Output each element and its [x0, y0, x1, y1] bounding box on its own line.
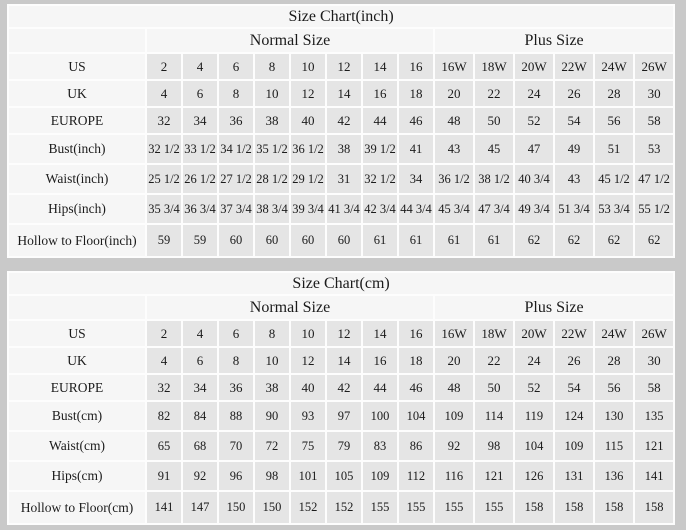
- size-cell: 42 3/4: [363, 195, 397, 223]
- size-cell: 88: [219, 402, 253, 430]
- size-cell: 158: [595, 492, 633, 523]
- size-cell: 27 1/2: [219, 165, 253, 193]
- size-cell: 93: [291, 402, 325, 430]
- size-cell: 48: [435, 108, 473, 133]
- size-cell: 4: [147, 81, 181, 106]
- size-cell: 121: [475, 462, 513, 490]
- size-cell: 40: [291, 375, 325, 400]
- size-cell: 32: [147, 375, 181, 400]
- table-row-uk: [9, 348, 673, 373]
- size-cell: 37 3/4: [219, 195, 253, 223]
- table-row-us: [9, 321, 673, 346]
- size-cell: 12: [327, 321, 361, 346]
- size-cell: 155: [399, 492, 433, 523]
- size-cell: 31: [327, 165, 361, 193]
- size-cell: 30: [635, 348, 673, 373]
- size-cell: 152: [327, 492, 361, 523]
- size-cell: 55 1/2: [635, 195, 673, 223]
- size-cell: 32: [147, 108, 181, 133]
- size-cell: 54: [555, 375, 593, 400]
- size-cell: 155: [435, 492, 473, 523]
- corner-cell: [9, 296, 145, 319]
- row-label: Waist(inch): [9, 165, 145, 193]
- size-chart-table-1: [7, 4, 675, 258]
- size-cell: 52: [515, 375, 553, 400]
- size-cell: 4: [147, 348, 181, 373]
- size-cell: 16: [363, 348, 397, 373]
- size-cell: 155: [475, 492, 513, 523]
- size-cell: 10: [255, 348, 289, 373]
- size-cell: 141: [635, 462, 673, 490]
- size-cell: 51 3/4: [555, 195, 593, 223]
- column-group-normal-size: Normal Size: [147, 296, 433, 319]
- table-row-hips-inch: [9, 195, 673, 223]
- size-cell: 2: [147, 54, 181, 79]
- size-cell: 97: [327, 402, 361, 430]
- size-cell: 14: [363, 321, 397, 346]
- size-cell: 59: [183, 225, 217, 256]
- size-charts-container: [7, 4, 686, 525]
- size-cell: 48: [435, 375, 473, 400]
- size-cell: 14: [327, 348, 361, 373]
- table-row-hollow-to-floor-inch: [9, 225, 673, 256]
- row-label: US: [9, 321, 145, 346]
- table-row-uk: [9, 81, 673, 106]
- table-row-us: [9, 54, 673, 79]
- size-cell: 20W: [515, 54, 553, 79]
- size-cell: 26: [555, 348, 593, 373]
- corner-cell: [9, 29, 145, 52]
- size-cell: 65: [147, 432, 181, 460]
- size-cell: 34: [183, 108, 217, 133]
- size-cell: 41: [399, 135, 433, 163]
- size-cell: 39 1/2: [363, 135, 397, 163]
- size-cell: 44: [363, 375, 397, 400]
- table-row-waist-inch: [9, 165, 673, 193]
- size-cell: 130: [595, 402, 633, 430]
- size-cell: 46: [399, 108, 433, 133]
- size-cell: 54: [555, 108, 593, 133]
- size-cell: 75: [291, 432, 325, 460]
- size-cell: 18W: [475, 54, 513, 79]
- size-cell: 39 3/4: [291, 195, 325, 223]
- size-cell: 4: [183, 54, 217, 79]
- size-cell: 52: [515, 108, 553, 133]
- size-cell: 61: [475, 225, 513, 256]
- size-cell: 12: [327, 54, 361, 79]
- size-cell: 41 3/4: [327, 195, 361, 223]
- size-cell: 38 1/2: [475, 165, 513, 193]
- size-cell: 24: [515, 348, 553, 373]
- size-cell: 38: [255, 108, 289, 133]
- size-cell: 30: [635, 81, 673, 106]
- row-label: US: [9, 54, 145, 79]
- size-cell: 79: [327, 432, 361, 460]
- size-cell: 10: [291, 321, 325, 346]
- size-cell: 16W: [435, 321, 473, 346]
- size-cell: 36: [219, 108, 253, 133]
- size-cell: 147: [183, 492, 217, 523]
- table-row-bust-cm: [9, 402, 673, 430]
- size-cell: 4: [183, 321, 217, 346]
- size-cell: 34 1/2: [219, 135, 253, 163]
- size-cell: 29 1/2: [291, 165, 325, 193]
- size-cell: 124: [555, 402, 593, 430]
- size-cell: 32 1/2: [363, 165, 397, 193]
- size-cell: 45 3/4: [435, 195, 473, 223]
- size-cell: 24: [515, 81, 553, 106]
- size-cell: 61: [363, 225, 397, 256]
- table-row-waist-cm: [9, 432, 673, 460]
- size-cell: 14: [327, 81, 361, 106]
- size-cell: 38: [255, 375, 289, 400]
- size-cell: 50: [475, 375, 513, 400]
- size-cell: 158: [515, 492, 553, 523]
- size-cell: 34: [183, 375, 217, 400]
- size-cell: 115: [595, 432, 633, 460]
- size-cell: 18: [399, 348, 433, 373]
- size-cell: 45: [475, 135, 513, 163]
- size-cell: 126: [515, 462, 553, 490]
- size-cell: 10: [255, 81, 289, 106]
- size-cell: 82: [147, 402, 181, 430]
- size-cell: 58: [635, 108, 673, 133]
- size-cell: 40: [291, 108, 325, 133]
- size-cell: 44: [363, 108, 397, 133]
- size-cell: 109: [555, 432, 593, 460]
- size-cell: 58: [635, 375, 673, 400]
- size-cell: 114: [475, 402, 513, 430]
- size-cell: 46: [399, 375, 433, 400]
- row-label: EUROPE: [9, 108, 145, 133]
- size-cell: 36 1/2: [435, 165, 473, 193]
- size-cell: 22W: [555, 321, 593, 346]
- size-cell: 61: [399, 225, 433, 256]
- size-cell: 49 3/4: [515, 195, 553, 223]
- size-cell: 36: [219, 375, 253, 400]
- size-cell: 8: [219, 348, 253, 373]
- size-cell: 83: [363, 432, 397, 460]
- size-cell: 109: [363, 462, 397, 490]
- size-cell: 22: [475, 348, 513, 373]
- size-cell: 42: [327, 108, 361, 133]
- size-cell: 33 1/2: [183, 135, 217, 163]
- size-cell: 26 1/2: [183, 165, 217, 193]
- size-cell: 121: [635, 432, 673, 460]
- table-row-hips-cm: [9, 462, 673, 490]
- table-title: Size Chart(inch): [9, 6, 673, 27]
- size-cell: 155: [363, 492, 397, 523]
- size-cell: 47: [515, 135, 553, 163]
- size-cell: 60: [255, 225, 289, 256]
- size-cell: 44 3/4: [399, 195, 433, 223]
- row-label: UK: [9, 81, 145, 106]
- size-cell: 35 1/2: [255, 135, 289, 163]
- table-row-europe: [9, 108, 673, 133]
- size-cell: 14: [363, 54, 397, 79]
- row-label: Hollow to Floor(cm): [9, 492, 145, 523]
- size-cell: 47 1/2: [635, 165, 673, 193]
- size-cell: 32 1/2: [147, 135, 181, 163]
- size-cell: 62: [515, 225, 553, 256]
- size-cell: 35 3/4: [147, 195, 181, 223]
- row-label: Hips(inch): [9, 195, 145, 223]
- size-cell: 6: [183, 348, 217, 373]
- size-cell: 91: [147, 462, 181, 490]
- size-cell: 38 3/4: [255, 195, 289, 223]
- size-cell: 100: [363, 402, 397, 430]
- table-title: Size Chart(cm): [9, 273, 673, 294]
- size-cell: 101: [291, 462, 325, 490]
- size-cell: 12: [291, 348, 325, 373]
- size-cell: 53 3/4: [595, 195, 633, 223]
- size-cell: 104: [399, 402, 433, 430]
- size-cell: 40 3/4: [515, 165, 553, 193]
- size-cell: 47 3/4: [475, 195, 513, 223]
- size-cell: 36 3/4: [183, 195, 217, 223]
- size-cell: 98: [255, 462, 289, 490]
- size-cell: 62: [635, 225, 673, 256]
- size-cell: 6: [183, 81, 217, 106]
- size-cell: 70: [219, 432, 253, 460]
- size-cell: 50: [475, 108, 513, 133]
- size-cell: 96: [219, 462, 253, 490]
- size-cell: 16: [399, 54, 433, 79]
- size-cell: 45 1/2: [595, 165, 633, 193]
- size-cell: 16: [399, 321, 433, 346]
- size-cell: 131: [555, 462, 593, 490]
- size-cell: 20: [435, 81, 473, 106]
- size-cell: 150: [219, 492, 253, 523]
- size-cell: 72: [255, 432, 289, 460]
- size-cell: 53: [635, 135, 673, 163]
- size-cell: 16W: [435, 54, 473, 79]
- size-cell: 2: [147, 321, 181, 346]
- size-cell: 8: [255, 54, 289, 79]
- size-cell: 20W: [515, 321, 553, 346]
- size-cell: 59: [147, 225, 181, 256]
- table-row-bust-inch: [9, 135, 673, 163]
- size-cell: 141: [147, 492, 181, 523]
- size-cell: 90: [255, 402, 289, 430]
- table-row-europe: [9, 375, 673, 400]
- column-group-normal-size: Normal Size: [147, 29, 433, 52]
- size-cell: 43: [555, 165, 593, 193]
- size-cell: 61: [435, 225, 473, 256]
- column-group-plus-size: Plus Size: [435, 296, 673, 319]
- size-cell: 20: [435, 348, 473, 373]
- size-cell: 62: [595, 225, 633, 256]
- size-cell: 22: [475, 81, 513, 106]
- size-cell: 112: [399, 462, 433, 490]
- row-label: Waist(cm): [9, 432, 145, 460]
- row-label: Bust(cm): [9, 402, 145, 430]
- size-cell: 28: [595, 81, 633, 106]
- size-cell: 22W: [555, 54, 593, 79]
- size-chart-table-2: [7, 271, 675, 525]
- row-label: UK: [9, 348, 145, 373]
- size-cell: 104: [515, 432, 553, 460]
- size-cell: 92: [435, 432, 473, 460]
- size-cell: 28: [595, 348, 633, 373]
- size-cell: 60: [327, 225, 361, 256]
- size-cell: 135: [635, 402, 673, 430]
- row-label: Hollow to Floor(inch): [9, 225, 145, 256]
- size-cell: 12: [291, 81, 325, 106]
- row-label: EUROPE: [9, 375, 145, 400]
- size-cell: 38: [327, 135, 361, 163]
- size-cell: 56: [595, 375, 633, 400]
- size-cell: 92: [183, 462, 217, 490]
- size-cell: 6: [219, 321, 253, 346]
- size-cell: 26: [555, 81, 593, 106]
- size-cell: 25 1/2: [147, 165, 181, 193]
- table-row-hollow-to-floor-cm: [9, 492, 673, 523]
- column-group-plus-size: Plus Size: [435, 29, 673, 52]
- size-cell: 119: [515, 402, 553, 430]
- size-cell: 24W: [595, 54, 633, 79]
- size-cell: 24W: [595, 321, 633, 346]
- row-label: Hips(cm): [9, 462, 145, 490]
- size-cell: 26W: [635, 54, 673, 79]
- size-cell: 34: [399, 165, 433, 193]
- size-cell: 56: [595, 108, 633, 133]
- size-cell: 150: [255, 492, 289, 523]
- size-cell: 86: [399, 432, 433, 460]
- size-cell: 116: [435, 462, 473, 490]
- size-cell: 43: [435, 135, 473, 163]
- size-cell: 109: [435, 402, 473, 430]
- size-cell: 60: [219, 225, 253, 256]
- size-cell: 16: [363, 81, 397, 106]
- size-cell: 8: [219, 81, 253, 106]
- size-cell: 26W: [635, 321, 673, 346]
- size-cell: 36 1/2: [291, 135, 325, 163]
- size-cell: 98: [475, 432, 513, 460]
- size-cell: 28 1/2: [255, 165, 289, 193]
- size-cell: 84: [183, 402, 217, 430]
- size-cell: 60: [291, 225, 325, 256]
- size-cell: 152: [291, 492, 325, 523]
- size-cell: 158: [555, 492, 593, 523]
- row-label: Bust(inch): [9, 135, 145, 163]
- size-cell: 6: [219, 54, 253, 79]
- size-cell: 105: [327, 462, 361, 490]
- size-cell: 51: [595, 135, 633, 163]
- size-cell: 158: [635, 492, 673, 523]
- size-cell: 10: [291, 54, 325, 79]
- size-cell: 49: [555, 135, 593, 163]
- size-cell: 18W: [475, 321, 513, 346]
- size-cell: 68: [183, 432, 217, 460]
- size-cell: 62: [555, 225, 593, 256]
- size-cell: 136: [595, 462, 633, 490]
- size-cell: 18: [399, 81, 433, 106]
- size-cell: 42: [327, 375, 361, 400]
- size-cell: 8: [255, 321, 289, 346]
